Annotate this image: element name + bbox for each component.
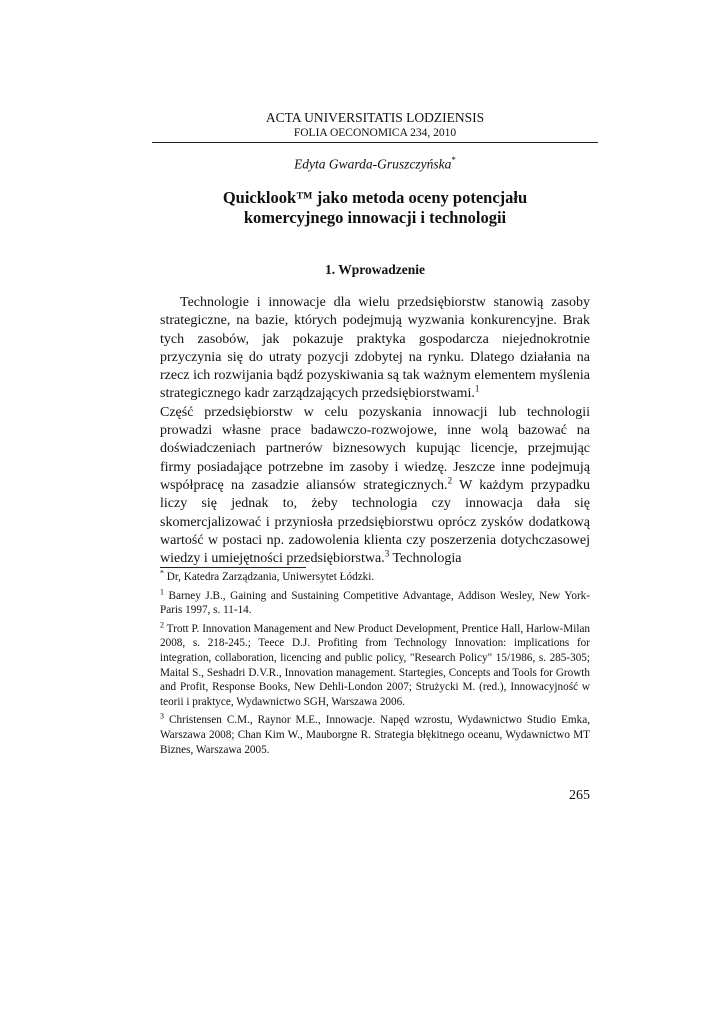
paragraph-2-text-a: Część przedsiębiorstw w celu pozyskania innowacji lub technologii prowadzi własne prace badawczo-rozwojowe, inne wolą bazować na doświadczeniach partnerów biznesowych kupując licencje, przejmując firmy posiadające potrzebne im zasoby i wiedzę. Jeszcze inne podejmują współpracę na zasadzie aliansów strategicznych. (160, 404, 590, 493)
footnote-ref-1: 1 (474, 383, 480, 394)
page-number: 265 (569, 788, 590, 803)
journal-name: ACTA UNIVERSITATIS LODZIENSIS (265, 110, 485, 125)
paragraph-1-text: Technologie i innowacje dla wielu przedsiębiorstw stanowią zasoby strategiczne, na bazie, których podejmują wyzwania konkurencyjne. Brak tych zasobów, jak pokazuje praktyka gospodarcza niejednokrotnie przyczynia się do utraty pozycji zdobytej na rynku. Dlatego działania na rzecz ich rozwijania bądź pozyskiwania są tak ważnym elementem myślenia strategicznego kadr zarządzających przedsiębiorstwami. (160, 295, 590, 402)
paragraph-2 (160, 404, 590, 569)
footnote-text: Barney J.B., Gaining and Sustaining Competitive Advantage, Addison Wesley, New York-Paris 1997, s. 11-14. (160, 589, 590, 617)
section-heading: 1. Wprowadzenie (324, 262, 425, 277)
journal-series: FOLIA OECONOMICA 234, 2010 (293, 127, 457, 139)
author-name: Edyta Gwarda-Gruszczyńska (294, 156, 452, 172)
footnote-text: Dr, Katedra Zarządzania, Uniwersytet Łódzki. (164, 571, 375, 583)
paragraph-2-text-b: W każdym przypadku liczy się jednak to, żeby technologia czy innowacja dała się skomercjalizować i przyniosła przedsiębiorstwu oprócz zysków dodatkową wartość w postaci np. zadowolenia klienta czy poszerzenia dotychczasowej wiedzy i umiejętności przedsiębiorstwa. (160, 477, 590, 567)
footnote-author (160, 570, 590, 585)
footnote-2 (160, 622, 590, 710)
footnote-text: Christensen C.M., Raynor M.E., Innowacje. Napęd wzrostu, Wydawnictwo Studio Emka, Warszawa 2008; Chan Kim W., Mauborgne R. Strategia błękitnego oceanu, Wydawnictwo MT Biznes, Warszawa 2005. (160, 714, 590, 756)
article-title (160, 188, 590, 228)
footnote-mark: * (160, 568, 164, 578)
footnote-3 (160, 713, 590, 757)
journal-header (150, 110, 600, 140)
footnote-mark: 3 (160, 711, 164, 721)
body-text (160, 294, 590, 568)
footnote-mark: 1 (160, 586, 164, 596)
footnote-ref-2: 2 (447, 475, 453, 486)
footnote-1 (160, 586, 590, 618)
title-line-1: Quicklook™ jako metoda oceny potencjału (222, 188, 528, 207)
footnote-ref-3: 3 (384, 548, 390, 559)
paragraph-1 (160, 294, 590, 404)
header-rule (152, 142, 598, 143)
author-footnote-mark: * (451, 155, 456, 165)
footnote-mark: 2 (160, 620, 164, 630)
footnote-rule (160, 567, 306, 568)
paragraph-2-text-c: Technologia (389, 551, 462, 567)
title-line-2: komercyjnego innowacji i technologii (243, 208, 507, 227)
author-line (150, 155, 600, 173)
footnote-text: Trott P. Innovation Management and New Product Development, Prentice Hall, Harlow-Milan 2008, s. 218-245.; Teece D.J. Profiting from Technology Innovation: implications for integration, collaboration, licencing and public policy, "Research Policy" 15/1986, s. 285-305; Maital S., Seshadri D.V.R., Innovation management. Startegies, Concepts and Tools for Growth and Profit, Response Books, New Dehli-London 2007; Strużycki M. (red.), Innowacyjność w teorii i praktyce, Wydawnictwo SGH, Warszawa 2006. (160, 622, 590, 708)
footnotes (160, 570, 590, 761)
